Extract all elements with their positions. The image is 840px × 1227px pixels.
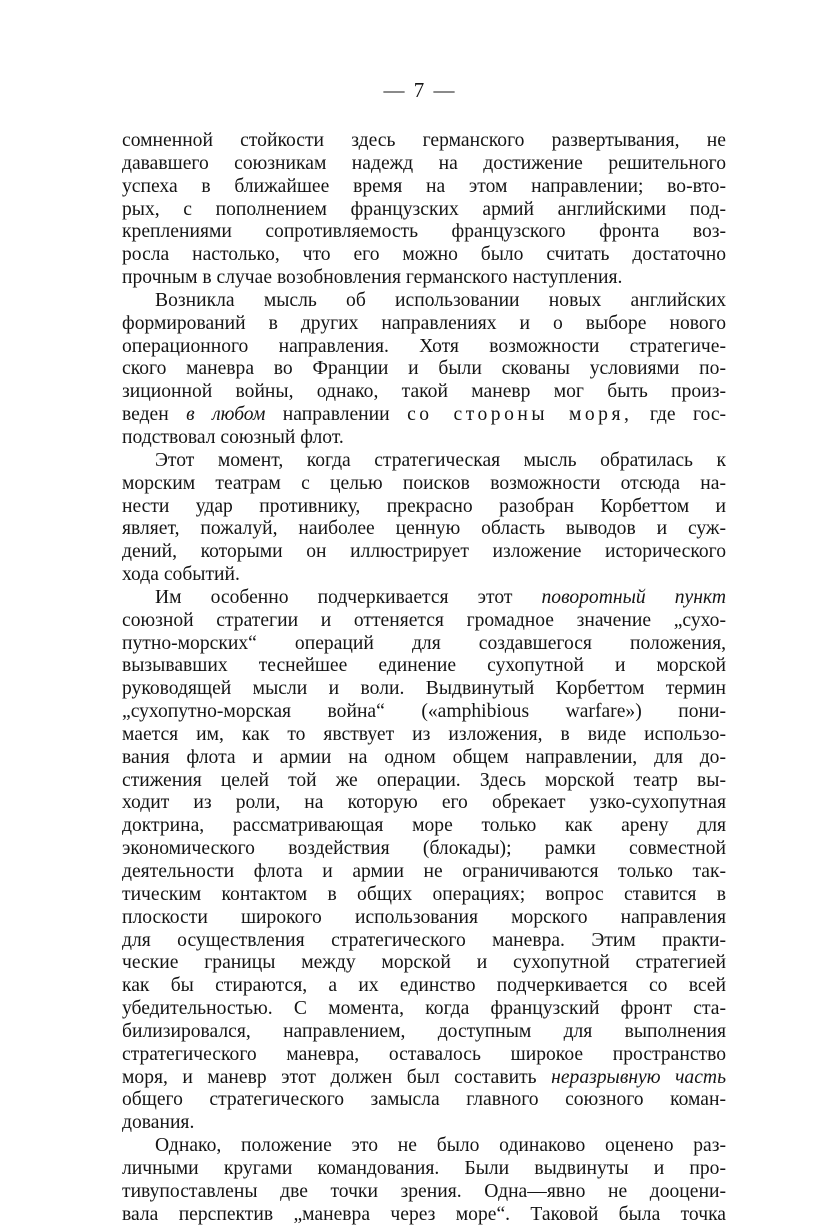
text-line: дования. <box>122 1112 195 1134</box>
text-line: билизировался, направлением, доступным для выполнения <box>122 1020 726 1042</box>
text-line: Этот момент, когда стратегическая мысль обратилась к <box>155 449 726 471</box>
text-line: зиционной войны, однако, такой маневр мог быть произ- <box>122 381 726 403</box>
text-line: „сухопутно-морская война“ («amphibious warfare») пони- <box>122 701 726 723</box>
text-line: доктрина, рассматривающая море только как арену для <box>122 815 726 837</box>
text-line-mixed <box>122 587 726 610</box>
text-line: сомненной стойкости здесь германского развертывания, не <box>122 130 726 151</box>
text-line: креплениями сопротивляемость французского фронта воз- <box>122 221 726 243</box>
text-segment: Им особенно подчеркивается этот <box>155 586 542 608</box>
paragraph-2 <box>122 290 726 450</box>
text-line: деятельности флота и армии не ограничиваются только так- <box>122 861 726 882</box>
text-line: являет, пожалуй, наиболее ценную область выводов и суж- <box>122 518 726 540</box>
text-line: нести удар противнику, прекрасно разобран Корбеттом и <box>122 495 726 517</box>
italic-emphasis: неразрывную часть <box>551 1066 726 1088</box>
text-line: дений, которыми он иллюстрирует изложение исторического <box>122 541 726 563</box>
text-line: хода событий. <box>122 564 240 586</box>
italic-emphasis: в любом <box>186 404 266 426</box>
text-segment: направлении <box>265 404 408 426</box>
text-line: ческие границы между морской и сухопутной стратегией <box>122 952 726 974</box>
text-segment: моря, и маневр этот должен был составить <box>122 1066 552 1088</box>
text-line: мается им, как то явствует из изложения, в виде использо- <box>122 723 726 745</box>
text-line: прочным в случае возобновления германского наступления. <box>122 267 623 289</box>
text-line: ского маневра во Франции и были скованы условиями по- <box>122 358 726 380</box>
text-line: путно-морских“ операций для создавшегося положения, <box>122 632 726 654</box>
text-line: формирований в других направлениях и о выборе нового <box>122 312 726 334</box>
paragraph-1 <box>122 130 726 290</box>
text-line: общего стратегического замысла главного союзного коман- <box>122 1089 726 1111</box>
text-line-mixed <box>122 1067 726 1090</box>
text-line: руководящей мысли и воли. Выдвинутый Корбеттом термин <box>122 678 726 700</box>
text-line: вания флота и армии на одном общем направлении, для до- <box>122 746 726 768</box>
text-line: вала перспектив „маневра через море“. Таковой была точка <box>122 1203 726 1225</box>
text-line: росла настолько, что его можно было считать достаточно <box>122 244 726 266</box>
text-line: вызывавших теснейшее единение сухопутной и морской <box>122 655 726 677</box>
text-line: тивупоставлены две точки зрения. Одна—явно не дооцени- <box>122 1180 726 1202</box>
spaced-emphasis: со стороны моря, <box>407 404 633 426</box>
text-line: личными кругами командования. Были выдвинуты и про- <box>122 1157 726 1179</box>
body-text <box>122 130 726 1227</box>
text-line: дававшего союзникам надежд на достижение решительного <box>122 152 726 174</box>
text-line: Однако, положение это не было одинаково оценено раз- <box>155 1135 726 1157</box>
text-line: ходит из роли, на которую его обрекает узко-сухопутная <box>122 792 726 814</box>
text-line: как бы стираются, а их единство подчеркивается со всей <box>122 975 726 997</box>
text-line: стижения целей той же операции. Здесь морской театр вы- <box>122 769 726 791</box>
text-line: тическим контактом в общих операциях; вопрос ставится в <box>122 883 726 905</box>
paragraph-5 <box>122 1135 726 1226</box>
text-line-mixed <box>122 404 726 427</box>
text-segment: веден <box>122 404 187 426</box>
text-line: успеха в ближайшее время на этом направлении; во-вто- <box>122 175 726 197</box>
text-line: подствовал союзный флот. <box>122 426 344 448</box>
text-segment: где гос- <box>632 404 726 426</box>
page-number: — 7 — <box>383 78 457 102</box>
paragraph-4 <box>122 587 726 1135</box>
italic-emphasis: поворотный пункт <box>541 586 726 608</box>
text-line: Возникла мысль об использовании новых английских <box>155 289 726 311</box>
text-line: морским театрам с целью поисков возможности отсюда на- <box>122 472 726 494</box>
text-line: экономического воздействия (блокады); рамки совместной <box>122 838 726 860</box>
text-line: рых, с пополнением французских армий английскими под- <box>122 198 726 220</box>
paragraph-3 <box>122 450 726 587</box>
text-line: стратегического маневра, оставалось широкое пространство <box>122 1043 726 1065</box>
text-line: союзной стратегии и оттеняется громадное значение „сухо- <box>122 609 726 631</box>
text-line: для осуществления стратегического маневра. Этим практи- <box>122 929 726 951</box>
text-line: плоскости широкого использования морского направления <box>122 906 726 928</box>
text-line: операционного направления. Хотя возможности стратегиче- <box>122 335 726 357</box>
text-line: убедительностью. С момента, когда французский фронт ста- <box>122 998 726 1020</box>
